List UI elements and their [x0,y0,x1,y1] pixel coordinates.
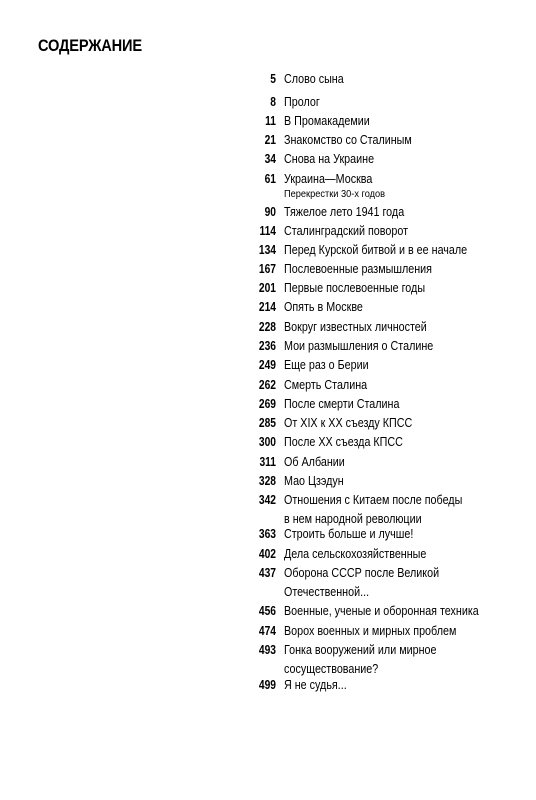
toc-entry-title: Об Албании [284,455,345,469]
toc-entry-title: Тяжелое лето 1941 года [284,205,405,219]
toc-entry-title: После смерти Сталина [284,397,400,411]
toc-entry-title: После XX съезда КПСС [284,435,403,449]
toc-entry-title: в нем народной революции [284,512,422,526]
toc-entry-subtitle: Перекрестки 30-х годов [284,188,386,200]
toc-page-number: 90 [264,205,276,219]
toc-entry-title: Гонка вооружений или мирное [284,643,437,657]
toc-entry-title: Военные, ученые и оборонная техника [284,604,479,618]
toc-page-number: 262 [258,378,276,392]
toc-page-number: 363 [258,527,276,541]
toc-page-number: 269 [258,397,276,411]
toc-page-number: 285 [258,416,276,430]
toc-page-number: 236 [258,339,276,353]
toc-page-number: 493 [258,643,276,657]
toc-entry-title: Строить больше и лучше! [284,527,414,541]
toc-entry-title: Слово сына [284,72,344,86]
toc-entry-title: Ворох военных и мирных проблем [284,624,457,638]
toc-page-number: 456 [258,604,276,618]
toc-entry-title: Отечественной... [284,585,370,599]
toc-page-number: 228 [258,320,276,334]
toc-entry-title: Вокруг известных личностей [284,320,427,334]
toc-entry-title: В Промакадемии [284,114,370,128]
toc-page-number: 402 [258,547,276,561]
toc-page-number: 342 [258,493,276,507]
toc-page-number: 134 [258,243,276,257]
toc-entry-title: Мои размышления о Сталине [284,339,434,353]
toc-page-number: 61 [264,172,276,186]
toc-page-number: 11 [265,114,276,128]
toc-entry-title: Мао Цзэдун [284,474,344,488]
toc-entry-title: Пролог [284,95,320,109]
toc-page-number: 300 [258,435,276,449]
toc-entry-title: Перед Курской битвой и в ее начале [284,243,468,257]
toc-page-number: 167 [258,262,276,276]
toc-page-number: 214 [258,300,276,314]
toc-page-number: 437 [258,566,276,580]
toc-entry-title: Я не судья... [284,678,347,692]
toc-entry-title: Послевоенные размышления [284,262,432,276]
toc-page-number: 328 [258,474,276,488]
toc-entry-title: Отношения с Китаем после победы [284,493,463,507]
toc-page-number: 21 [264,133,276,147]
toc-entry-title: Еще раз о Берии [284,358,369,372]
toc-entry-title: От XIX к XX съезду КПСС [284,416,413,430]
toc-page-number: 114 [259,224,276,238]
toc-entry-title: Снова на Украине [284,152,375,166]
toc-entry-title: Украина—Москва [284,172,373,186]
toc-page-number: 5 [270,72,276,86]
toc-entry-title: Сталинградский поворот [284,224,409,238]
toc-page-number: 499 [258,678,276,692]
toc-page-number: 201 [258,281,276,295]
page-title: СОДЕРЖАНИЕ [38,36,142,55]
toc-page-number: 34 [264,152,276,166]
toc-entry-title: Знакомство со Сталиным [284,133,412,147]
toc-entry-title: сосуществование? [284,662,379,676]
toc-entry-title: Первые послевоенные годы [284,281,426,295]
toc-entry-title: Оборона СССР после Великой [284,566,440,580]
toc-page-number: 311 [259,455,276,469]
toc-page-number: 249 [258,358,276,372]
toc-entry-title: Опять в Москве [284,300,363,314]
toc-entry-title: Дела сельскохозяйственные [284,547,427,561]
toc-page-number: 474 [258,624,276,638]
toc-page-number: 8 [270,95,276,109]
toc-entry-title: Смерть Сталина [284,378,368,392]
